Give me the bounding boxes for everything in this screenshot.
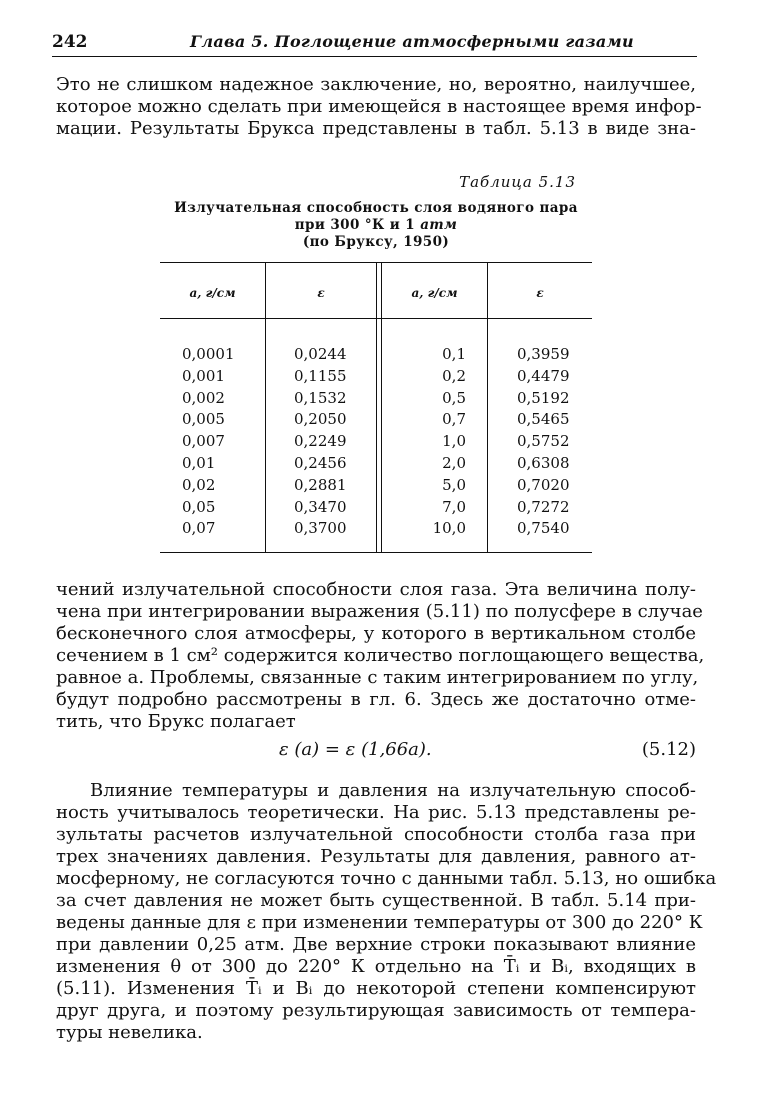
text-line: (5.11). Изменения T̄ᵢ и Bᵢ до некоторой степени компенсируют [56, 978, 696, 999]
table-cell: 0,5465 [517, 410, 570, 429]
text-line: Это не слишком надежное заключение, но, вероятно, наилучшее, [56, 74, 696, 95]
text-line: чений излучательной способности слоя газа. Эта величина полу- [56, 579, 696, 600]
table-title-unit: атм [420, 217, 458, 233]
table-cell: 0,05 [182, 497, 216, 516]
table-cell: 0,2456 [294, 453, 347, 472]
table-cell: 0,1 [442, 345, 466, 363]
data-table [160, 262, 592, 553]
table-cell: 0,01 [182, 453, 216, 472]
text-line: будут подробно рассмотрены в гл. 6. Здесь же достаточно отме- [56, 689, 696, 710]
text-line: ность учитывалось теоретически. На рис. 5.13 представлены ре- [56, 802, 696, 823]
table-cell: 0,2050 [294, 410, 347, 429]
table-divider [265, 262, 266, 553]
page-header [52, 30, 697, 57]
table-cell: 0,7 [442, 410, 466, 429]
table-cell: 0,7020 [517, 475, 570, 494]
table-cell: 0,3959 [517, 345, 570, 363]
equation-number: (5.12) [641, 739, 696, 760]
table-title-line [160, 217, 592, 234]
table-title-text: при 300 °К и 1 [294, 217, 421, 233]
running-head: Глава 5. Поглощение атмосферными газами [190, 32, 634, 51]
equation-5-12 [56, 737, 696, 763]
text-line: бесконечного слоя атмосферы, у которого в вертикальном столбе [56, 623, 696, 644]
column-eps-left [294, 344, 347, 540]
text-line: при давлении 0,25 атм. Две верхние строки показывают влияние [56, 934, 696, 955]
table-cell: 10,0 [432, 519, 466, 538]
table-cell: 2,0 [442, 453, 466, 472]
table-cell: 0,2249 [294, 432, 347, 451]
text-line: чена при интегрировании выражения (5.11) по полусфере в случае [56, 601, 703, 622]
text-line: равное a. Проблемы, связанные с таким интегрированием по углу, [56, 667, 699, 688]
text-line: зультаты расчетов излучательной способности столба газа при [56, 824, 696, 845]
text-line: трех значениях давления. Результаты для давления, равного ат- [56, 846, 696, 867]
equation-expression: ε (a) = ε (1,66a). [279, 739, 432, 760]
table-cell: 0,4479 [517, 366, 570, 385]
page-number: 242 [52, 32, 88, 52]
table-cell: 0,5752 [517, 432, 570, 451]
table-label: Таблица 5.13 [459, 173, 576, 191]
text-line: за счет давления не может быть существенной. В табл. 5.14 при- [56, 890, 696, 911]
table-cell: 0,3470 [294, 497, 347, 516]
table-cell: 0,5192 [517, 388, 570, 407]
table-title [160, 200, 592, 251]
table-cell: 0,5 [442, 388, 466, 407]
text-line: изменения θ от 300 до 220° К отдельно на T̄ᵢ и Bᵢ, входящих в [56, 956, 696, 977]
text-line: друг друга, и поэтому результирующая зависимость от темпера- [56, 1000, 696, 1021]
intro-paragraph [56, 74, 702, 140]
text-line: Влияние температуры и давления на излучательную способ- [90, 780, 696, 801]
table-cell: 1,0 [442, 432, 466, 451]
text-line: ведены данные для ε при изменении температуры от 300 до 220° К [56, 912, 703, 933]
table-cell: 0,07 [182, 519, 216, 538]
table-cell: 0,005 [182, 410, 225, 429]
table-cell: 0,6308 [517, 453, 570, 472]
text-line: которое можно сделать при имеющейся в настоящее время инфор- [56, 96, 702, 117]
column-header-a: a, г/см [189, 286, 236, 300]
paragraph-3 [56, 780, 717, 1044]
table-title-line: Излучательная способность слоя водяного пара [174, 200, 578, 216]
column-eps-right [517, 344, 570, 540]
table-cell: 0,7540 [517, 519, 570, 538]
text-line: туры невелика. [56, 1022, 203, 1043]
table-cell: 7,0 [442, 497, 466, 516]
table-title-line: (по Бруксу, 1950) [302, 234, 450, 250]
table-cell: 0,0244 [294, 345, 347, 363]
table-cell: 0,7272 [517, 497, 570, 516]
column-a-right [386, 344, 466, 540]
table-cell: 0,2 [442, 366, 466, 385]
table-cell: 0,1155 [294, 366, 347, 385]
table-cell: 0,02 [182, 475, 216, 494]
text-line: мосферному, не согласуются точно с данными табл. 5.13, но ошибка [56, 868, 717, 889]
column-header-eps: ε [317, 286, 325, 300]
column-a-left [182, 344, 235, 540]
text-line: сечением в 1 см² содержится количество поглощающего вещества, [56, 645, 705, 666]
table-cell: 0,1532 [294, 388, 347, 407]
table-divider [487, 262, 488, 553]
table-cell: 0,002 [182, 388, 225, 407]
table-cell: 0,2881 [294, 475, 347, 494]
table-cell: 0,3700 [294, 519, 347, 538]
table-cell: 0,001 [182, 366, 225, 385]
column-header-eps: ε [536, 286, 544, 300]
table-cell: 5,0 [442, 475, 466, 494]
paragraph-2 [56, 579, 705, 733]
column-header-a: a, г/см [411, 286, 458, 300]
table-cell: 0,0001 [182, 345, 235, 363]
table-double-divider [376, 262, 382, 553]
text-line: тить, что Брукс полагает [56, 711, 296, 732]
table-cell: 0,007 [182, 432, 225, 451]
text-line: мации. Результаты Брукса представлены в табл. 5.13 в виде зна- [56, 118, 696, 139]
